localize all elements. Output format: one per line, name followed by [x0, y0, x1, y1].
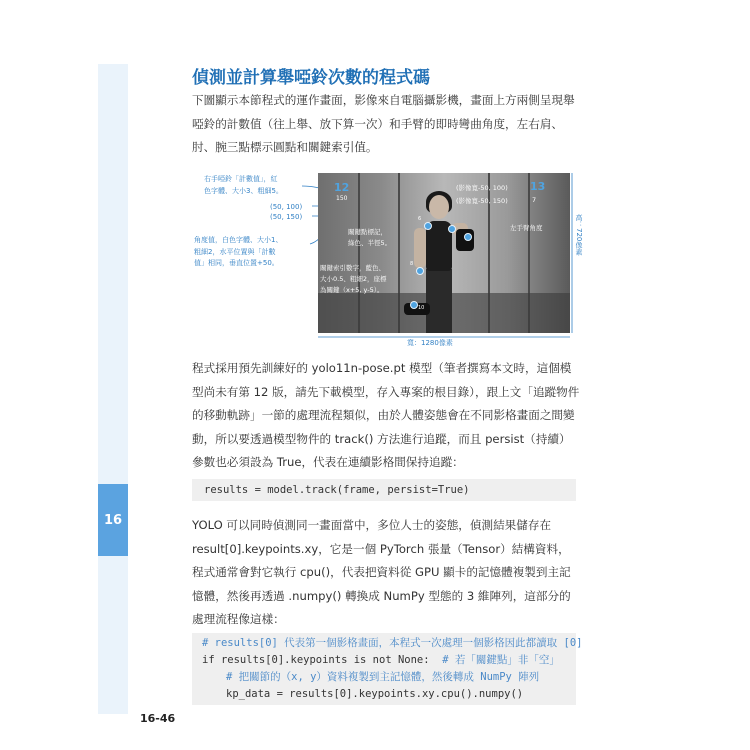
code-comment: # 把關節的（x, y）資料複製到主記憶體，然後轉成 NumPy 陣列 [226, 671, 540, 683]
left-count-value: 12 [334, 181, 350, 194]
annotation-line: 右手啞鈴「計數值」，紅 [204, 175, 278, 183]
annotation-line: 值」相同，垂直位置+50。 [194, 259, 279, 267]
keypoint-right-elbow [464, 233, 472, 241]
keypoint-elbow [416, 267, 424, 275]
left-angle-value: 150 [336, 195, 348, 202]
coord-label-2: (50, 150) [270, 213, 303, 221]
annotation-line: 關鍵點標記， [348, 228, 387, 236]
keypoint-right-shoulder [448, 225, 456, 233]
webcam-photo [318, 173, 570, 333]
code-line [202, 652, 576, 669]
annotation-line: 色字體、大小3、粗細5。 [204, 186, 283, 195]
annotation-right-angle: 左手臂角度 [510, 224, 543, 232]
annotation-line: 角度值，白色字體、大小1、 [194, 236, 283, 244]
keypoint-index-label: 6 [418, 216, 422, 222]
annotation-line: 關鍵索引數字，藍色、 [320, 264, 385, 272]
annotation-index [320, 263, 386, 296]
code-line: kp_data = results[0].keypoints.xy.cpu().numpy() [226, 688, 524, 700]
code-statement: if results[0].keypoints is not None: [202, 654, 430, 666]
right-angle-value: 7 [532, 196, 537, 204]
code-block-keypoints [192, 633, 583, 705]
page-number: 16-46 [140, 712, 176, 725]
code-comment: # results[0] 代表第一個影格畫面，本程式一次處理一個影格因此都讀取 [0] [202, 637, 583, 649]
code-comment: # 若「關鍵點」非「空」 [429, 654, 560, 666]
annotation-line: 為關鍵（x+5, y-5）。 [320, 286, 384, 294]
coord-label-1: (50, 100) [270, 203, 303, 211]
person-left-arm [414, 228, 426, 268]
section-title: 偵測並計算舉啞鈴次數的程式碼 [192, 68, 430, 88]
keypoint-index-label: 10 [418, 305, 425, 311]
height-dimension-label: 高：720像素 [575, 214, 583, 256]
width-dimension-label: 寬：1280像素 [404, 338, 456, 348]
keypoint-wrist [410, 301, 418, 309]
keypoints-paragraph: YOLO 可以同時偵測同一畫面當中，多位人士的姿態，偵測結果儲存在 result[0].keypoints.xy，它是一個 PyTorch 張量（Tensor）結構資料，程式通常會對它執行 cpu()，代表把資料從 GPU 顯卡的記憶體複製到主記憶體，然後再透過 .numpy() 轉換成 NumPy 型態的 3 維陣列，這部分的處理流程像這樣： [192, 518, 571, 626]
right-count-value: 13 [530, 180, 546, 193]
annotation-keypoint [348, 227, 391, 249]
overlay-right-count: (影像寬-50, 100) [456, 184, 508, 192]
annotation-line: 粗細2，水平位置與「計數 [194, 247, 276, 256]
model-paragraph: 程式採用預先訓練好的 yolo11n-pose.pt 模型（筆者撰寫本文時，這個模型尚未有第 12 版，請先下載模型，存入專案的根目錄），跟上文「追蹤物件的移動軌跡」一節的處理流程類似，由於人體姿態會在不同影格畫面之間變動，所以要透過模型物件的 track() 方法進行追蹤，而且 persist（持續）參數也必須設為 True，代表在連續影格間保持追蹤： [192, 361, 580, 469]
annotation-line: 綠色、半徑5。 [348, 239, 392, 247]
overlay-right-angle: (影像寬-50, 150) [456, 197, 508, 205]
code-block-track: results = model.track(frame, persist=True) [192, 479, 576, 501]
intro-paragraph: 下圖顯示本節程式的運作畫面，影像來自電腦攝影機，畫面上方兩側呈現舉啞鈴的計數值（往上舉、放下算一次）和手臂的即時彎曲角度，左右肩、肘、腕三點標示圓點和關鍵索引值。 [192, 93, 575, 154]
keypoint-shoulder [424, 222, 432, 230]
annotation-line: 大小0.5、粗細2，座標 [320, 275, 387, 283]
person-head [429, 195, 449, 219]
chapter-number: 16 [103, 512, 123, 528]
keypoint-index-label: 8 [410, 261, 414, 267]
person-legs [426, 269, 452, 333]
